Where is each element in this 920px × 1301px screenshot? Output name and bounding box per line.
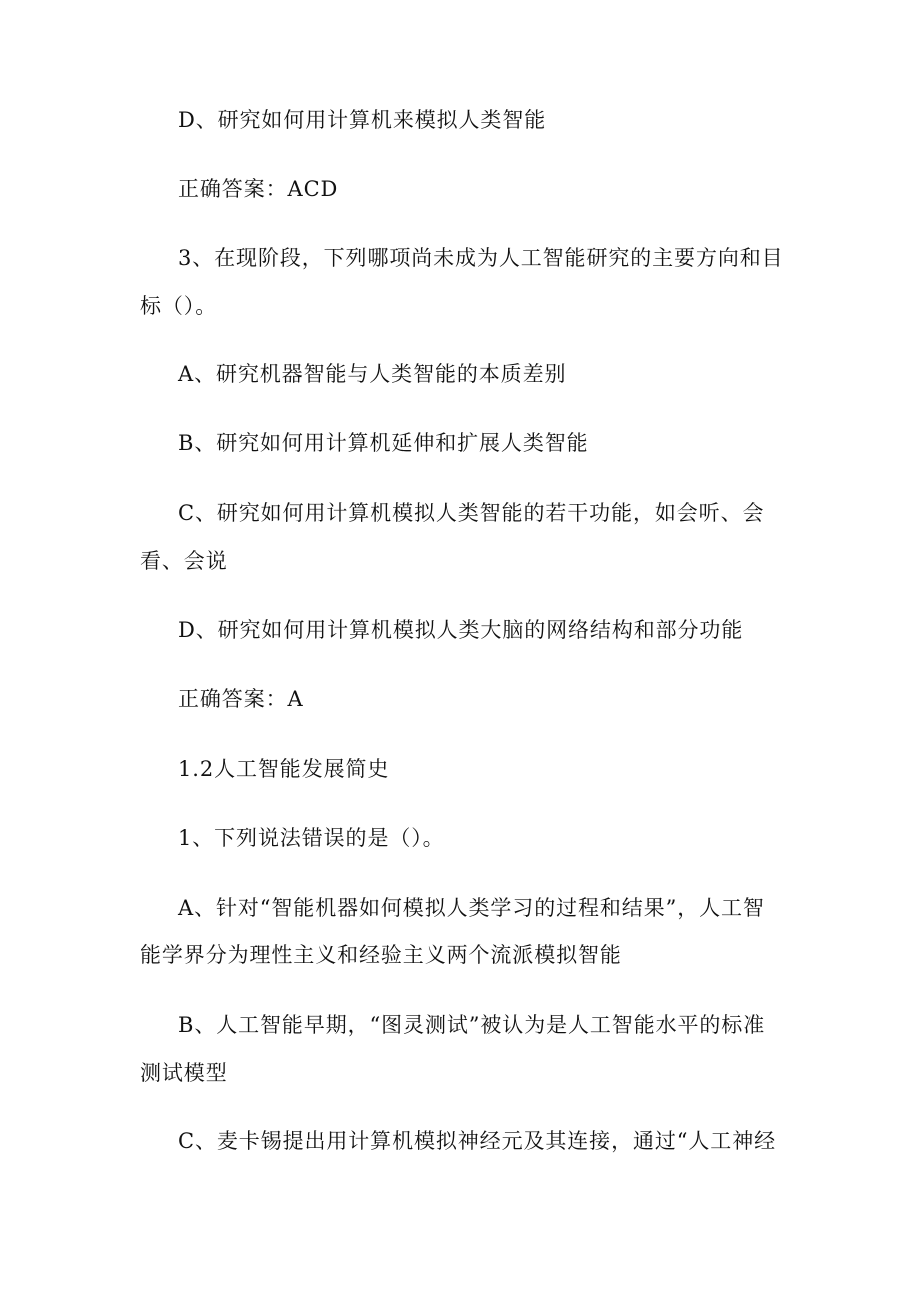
option-b-q1-line-1: B、人工智能早期，“图灵测试”被认为是人工智能水平的标准 [178,1013,766,1037]
option-c-q1-line-1: C、麦卡锡提出用计算机模拟神经元及其连接，通过“人工神经 [178,1129,777,1153]
section-heading: 1.2人工智能发展简史 [178,757,390,781]
answer-q2: 正确答案：ACD [178,177,339,201]
option-c-q3-line-1: C、研究如何用计算机模拟人类智能的若干功能，如会听、会 [178,501,765,525]
option-d-q2: D、研究如何用计算机来模拟人类智能 [178,108,547,132]
option-a-q1-line-2: 能学界分为理性主义和经验主义两个流派模拟智能 [140,943,622,967]
option-b-q3: B、研究如何用计算机延伸和扩展人类智能 [178,431,589,455]
option-b-q1-line-2: 测试模型 [140,1061,228,1085]
question-1: 1、下列说法错误的是（）。 [178,826,445,850]
option-d-q3: D、研究如何用计算机模拟人类大脑的网络结构和部分功能 [178,618,744,642]
option-c-q3-line-2: 看、会说 [140,549,228,573]
question-3-line-2: 标（）。 [140,294,218,318]
option-a-q3: A、研究机器智能与人类智能的本质差别 [178,362,567,386]
question-3-line-1: 3、在现阶段，下列哪项尚未成为人工智能研究的主要方向和目 [178,246,784,270]
option-a-q1-line-1: A、针对“智能机器如何模拟人类学习的过程和结果”，人工智 [178,896,765,920]
answer-q3: 正确答案：A [178,687,304,711]
